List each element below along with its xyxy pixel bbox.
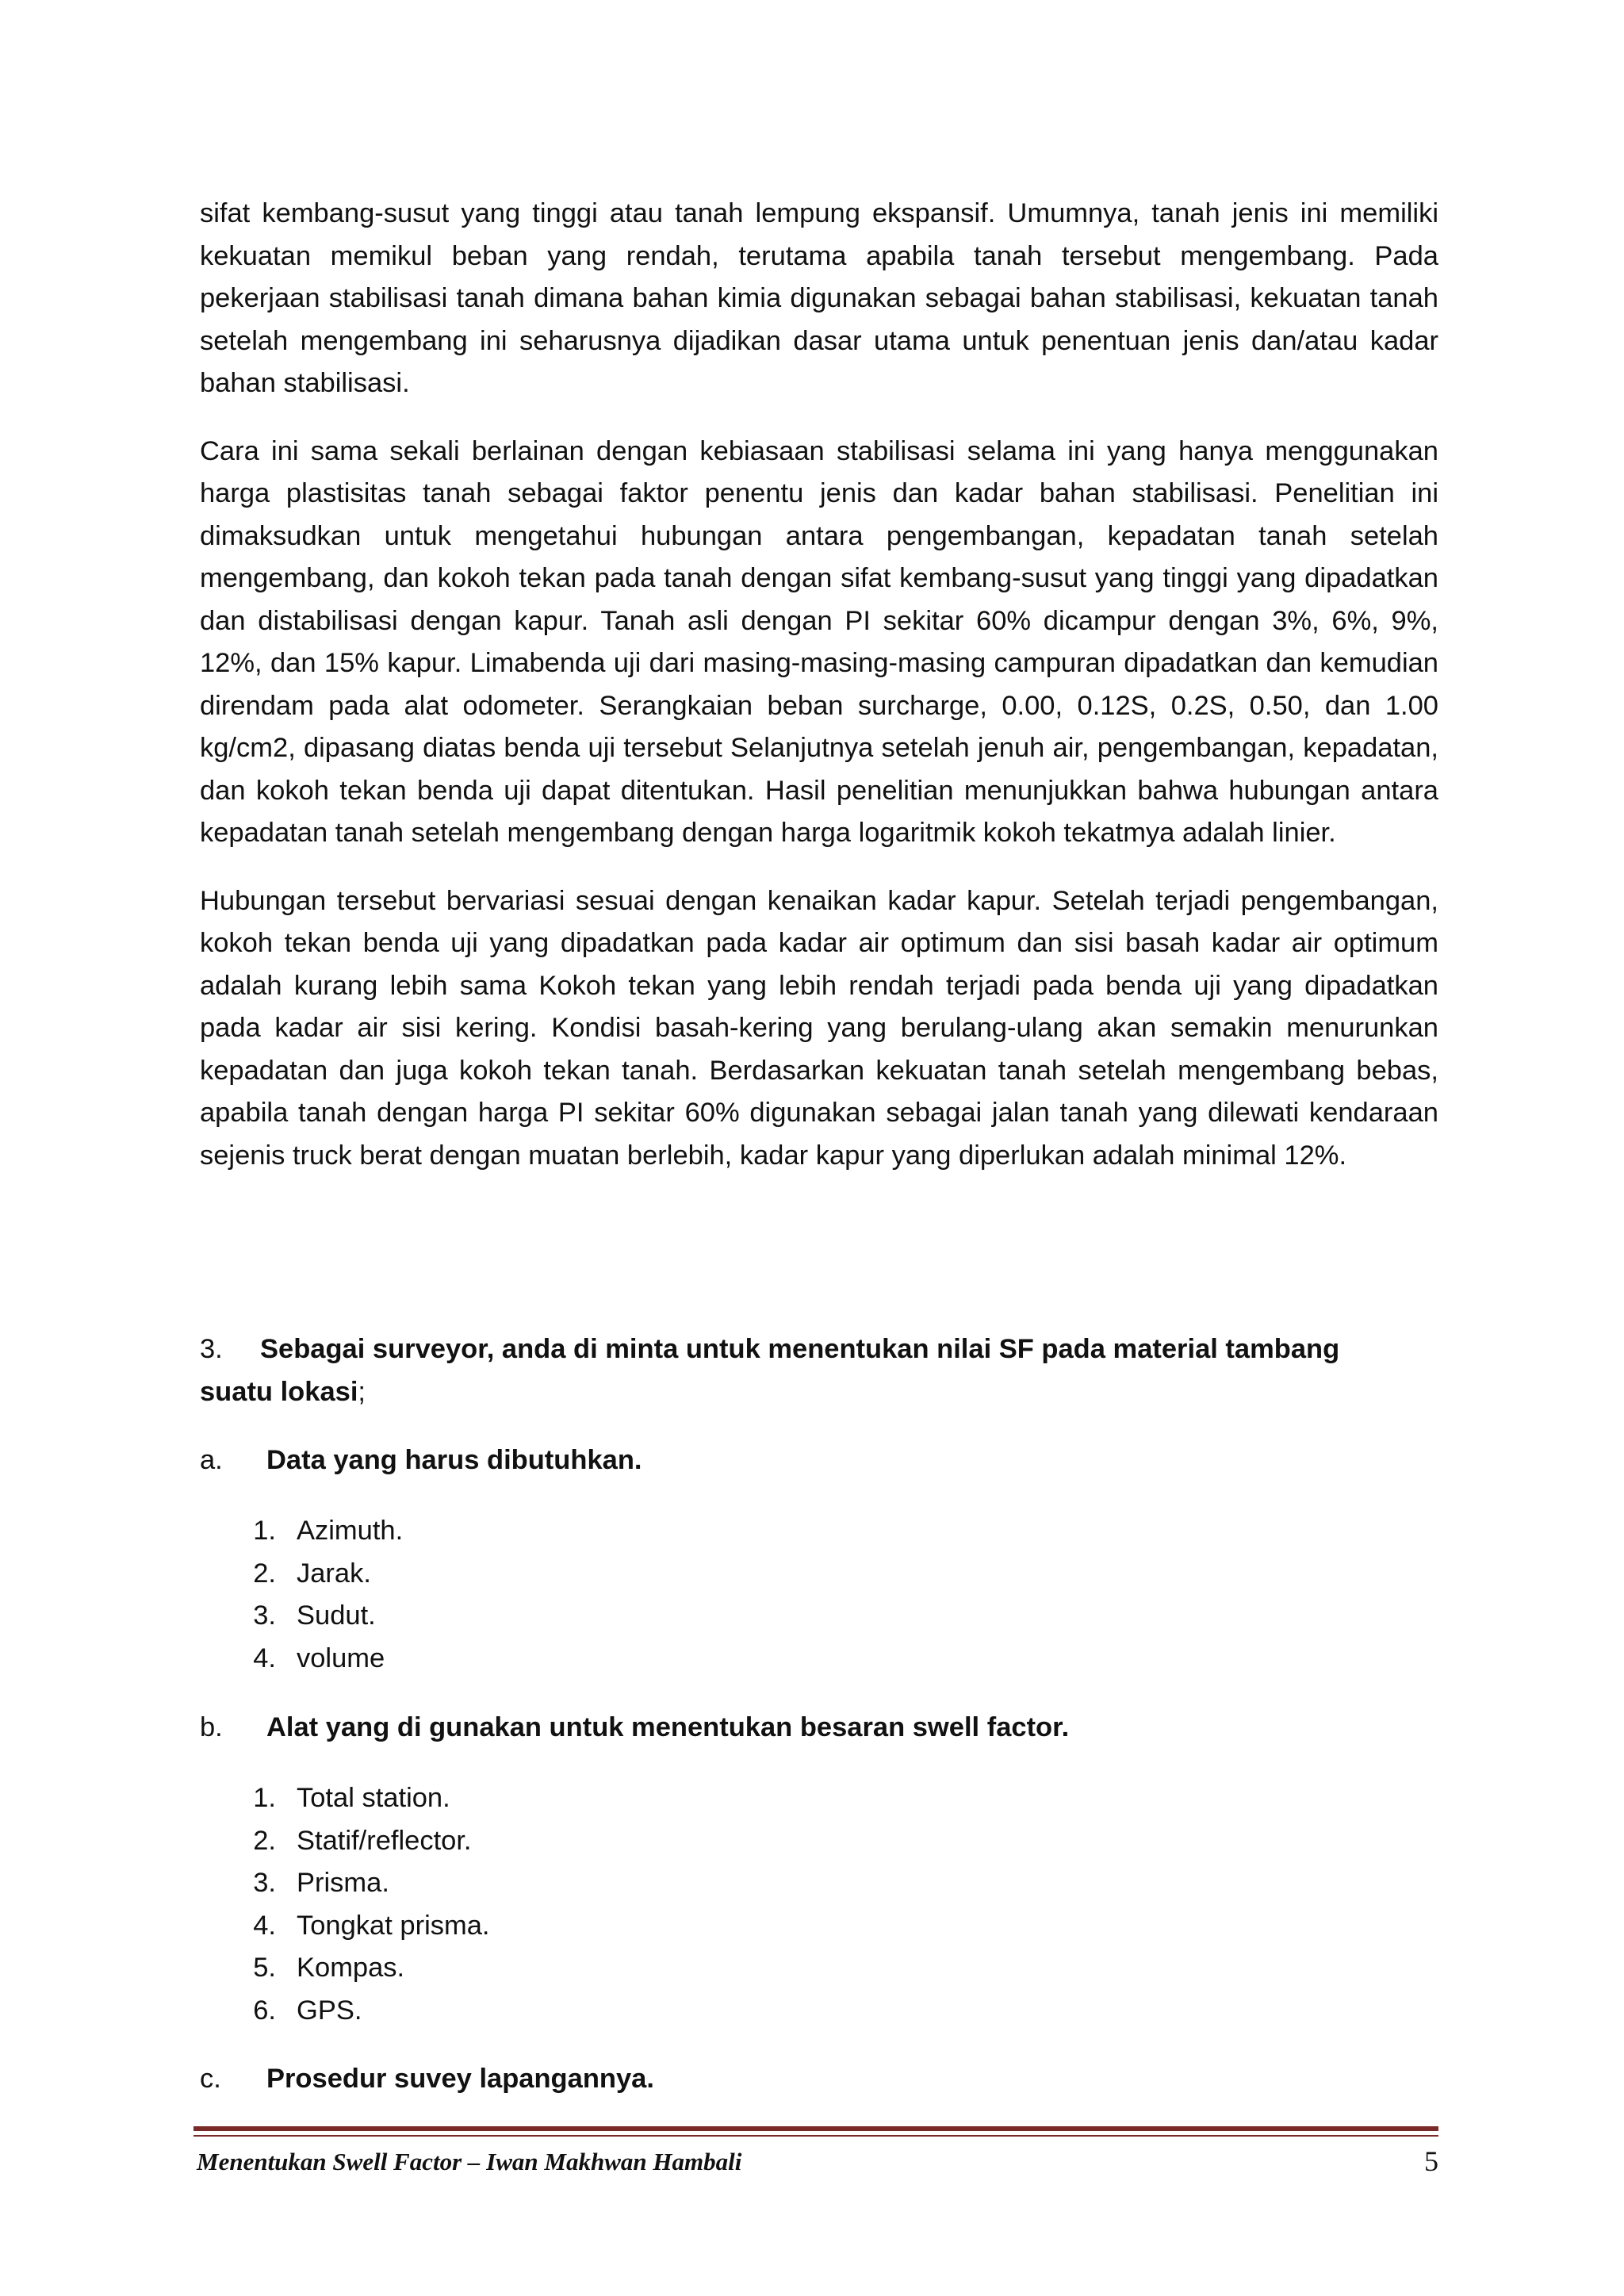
list-item: 3. Sudut. bbox=[253, 1600, 376, 1631]
question-number: 3. bbox=[200, 1334, 223, 1364]
section-c-heading bbox=[200, 2058, 654, 2101]
section-a-heading bbox=[200, 1439, 642, 1482]
list-item: 2. Jarak. bbox=[253, 1558, 371, 1589]
list-item: 2. Statif/reflector. bbox=[253, 1825, 472, 1856]
footer-divider bbox=[193, 2126, 1438, 2131]
paragraph-3: Hubungan tersebut bervariasi sesuai dengan kenaikan kadar kapur. Setelah terjadi pengembangan, kokoh tekan benda uji yang dipadatkan pada kadar air optimum dan sisi basah kadar air optimum adalah kurang lebih sama Kokoh tekan yang lebih rendah terjadi pada benda uji yang dipadatkan pada kadar air sisi kering. Kondisi basah-kering yang berulang-ulang akan semakin menurunkan kepadatan dan juga kokoh tekan tanah. Berdasarkan kekuatan tanah setelah mengembang bebas, apabila tanah dengan harga PI sekitar 60% digunakan sebagai jalan tanah yang dilewati kendaraan sejenis truck berat dengan muatan berlebih, kadar kapur yang diperlukan adalah minimal 12%. bbox=[200, 885, 1438, 1171]
list-item: 1. Azimuth. bbox=[253, 1516, 404, 1546]
page-number: 5 bbox=[1424, 2145, 1438, 2177]
list-item: 6. GPS. bbox=[253, 1995, 362, 2026]
question-3 bbox=[200, 1328, 1389, 1413]
list-item: 1. Total station. bbox=[253, 1783, 450, 1813]
paragraph-1: sifat kembang-susut yang tinggi atau tanah lempung ekspansif. Umumnya, tanah jenis ini memiliki kekuatan memikul beban yang rendah, terutama apabila tanah tersebut mengembang. Pada pekerjaan stabilisasi tanah dimana bahan kimia digunakan sebagai bahan stabilisasi, kekuatan tanah setelah mengembang ini seharusnya dijadikan dasar utama untuk penentuan jenis dan/atau kadar bahan stabilisasi. bbox=[200, 198, 1438, 398]
list-item: 5. Kompas. bbox=[253, 1953, 405, 1983]
footer-title: Menentukan Swell Factor – Iwan Makhwan Hambali bbox=[197, 2148, 742, 2175]
section-c-letter: c. bbox=[200, 2064, 221, 2094]
page-body bbox=[200, 193, 1438, 2094]
footer-divider-thin bbox=[193, 2135, 1438, 2137]
section-a-letter: a. bbox=[200, 1445, 223, 1475]
question-suffix: ; bbox=[358, 1376, 366, 1407]
list-item: 3. Prisma. bbox=[253, 1868, 389, 1898]
list-item: 4. Tongkat prisma. bbox=[253, 1910, 490, 1941]
section-b-heading bbox=[200, 1707, 1069, 1750]
question-text: Sebagai surveyor, anda di minta untuk menentukan nilai SF pada material tambang suatu lokasi bbox=[200, 1334, 1340, 1407]
list-item: 4. volume bbox=[253, 1642, 385, 1673]
paragraph-2: Cara ini sama sekali berlainan dengan kebiasaan stabilisasi selama ini yang hanya menggunakan harga plastisitas tanah sebagai faktor penentu jenis dan kadar bahan stabilisasi. Penelitian ini dimaksudkan untuk mengetahui hubungan antara pengembangan, kepadatan tanah setelah mengembang, dan kokoh tekan pada tanah dengan sifat kembang-susut yang tinggi yang dipadatkan dan distabilisasi dengan kapur. Tanah asli dengan PI sekitar 60% dicampur dengan 3%, 6%, 9%, 12%, dan 15% kapur. Limabenda uji dari masing-masing-masing campuran dipadatkan dan kemudian direndam pada alat odometer. Serangkaian beban surcharge, 0.00, 0.12S, 0.2S, 0.50, dan 1.00 kg/cm2, dipasang diatas benda uji tersebut Selanjutnya setelah jenuh air, pengembangan, kepadatan, dan kokoh tekan benda uji dapat ditentukan. Hasil penelitian menunjukkan bahwa hubungan antara kepadatan tanah setelah mengembang dengan harga logaritmik kokoh tekatmya adalah linier. bbox=[200, 435, 1438, 848]
section-b-title: Alat yang di gunakan untuk menentukan besaran swell factor. bbox=[266, 1712, 1070, 1742]
section-c-title: Prosedur suvey lapangannya. bbox=[266, 2064, 654, 2094]
section-b-letter: b. bbox=[200, 1712, 223, 1742]
section-a-list bbox=[247, 1510, 403, 1680]
section-a-title: Data yang harus dibutuhkan. bbox=[266, 1445, 642, 1475]
section-b-list bbox=[247, 1777, 490, 2032]
